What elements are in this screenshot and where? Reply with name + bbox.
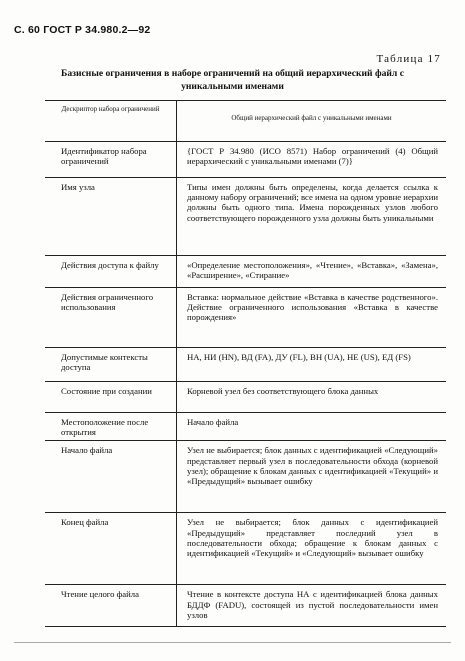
- row-key: Действия доступа к файлу: [61, 260, 159, 270]
- table-header-row: [45, 101, 446, 142]
- table-row: [45, 178, 446, 256]
- table-number: Таблица 17: [376, 53, 441, 65]
- table-row: [45, 142, 446, 178]
- row-key: Действия ограниченного использования: [61, 292, 154, 313]
- table-row: [45, 413, 446, 441]
- row-value: Корневой узел без соответствующего блока данных: [187, 386, 379, 396]
- row-value: Вставка: нормальное действие «Вставка в качестве родственного». Действие ограниченного использования «Вставка в качестве порождения»: [187, 292, 438, 323]
- row-value: «Определение местоположения», «Чтение», «Вставка», «Замена», «Расширение», «Стирание»: [187, 260, 438, 281]
- row-value: Чтение в контексте доступа НА с идентификацией блока данных БДДФ (FADU), состоящей из пустой последовательности имен узлов: [187, 589, 438, 620]
- row-value: {ГОСТ Р 34.980 (ИСО 8571) Набор ограничений (4) Общий иерархический с уникальными именами (7)}: [187, 146, 438, 167]
- table-row: [45, 382, 446, 413]
- row-key: Местоположение после открытия: [61, 417, 149, 438]
- column-header-file: Общий иерархический файл с уникальными именами: [177, 101, 447, 142]
- table-row: [45, 441, 446, 513]
- row-key: Имя узла: [61, 182, 95, 192]
- table-row: [45, 348, 446, 382]
- row-key: Чтение целого файла: [61, 589, 139, 600]
- row-key: Допустимые контексты доступа: [61, 352, 148, 373]
- table-row: [45, 513, 446, 585]
- page-bottom-rule: [14, 642, 451, 643]
- table-row: [45, 288, 446, 348]
- row-key: Начало файла: [61, 445, 113, 456]
- row-value: Начало файла: [187, 417, 239, 427]
- page-header: С. 60 ГОСТ Р 34.980.2—92: [14, 24, 151, 36]
- restrictions-table: [45, 100, 446, 627]
- table-row: [45, 585, 446, 627]
- column-header-descriptor: Дескриптор набора ограничений: [45, 101, 177, 142]
- table-row: [45, 256, 446, 288]
- row-value: НА, НИ (HN), ВД (FA), ДУ (FL), ВН (UA), НЕ (US), ЕД (FS): [187, 352, 411, 362]
- row-value: Узел не выбирается; блок данных с идентификацией «Предыдущий» представляет последний узел в последовательности обхода; обращение к блокам данных с идентификацией «Текущий» и «Следующий» вызывает ошибку: [187, 517, 438, 559]
- row-value: Типы имен должны быть определены, когда делается ссылка к данному набору ограничений; все имена на одном уровне иерархии должны быть одного типа. Имена порожденных узлов любого соответствующего порожденного узла должны быть уникальными: [187, 182, 438, 223]
- row-key: Состояние при создании: [61, 386, 152, 396]
- row-key: Идентификатор набора ограничений: [61, 146, 147, 167]
- row-value: Узел не выбирается; блок данных с идентификацией «Следующий» представляет первый узел в последовательности обхода (корневой узел); обращение к блокам данных с идентификацией «Текущий» и «Предыдущий» вызывает ошибку: [187, 445, 438, 487]
- table-title: Базисные ограничения в наборе ограничений на общий иерархический файл с уникальными именами: [61, 68, 404, 92]
- row-key: Конец файла: [61, 517, 109, 528]
